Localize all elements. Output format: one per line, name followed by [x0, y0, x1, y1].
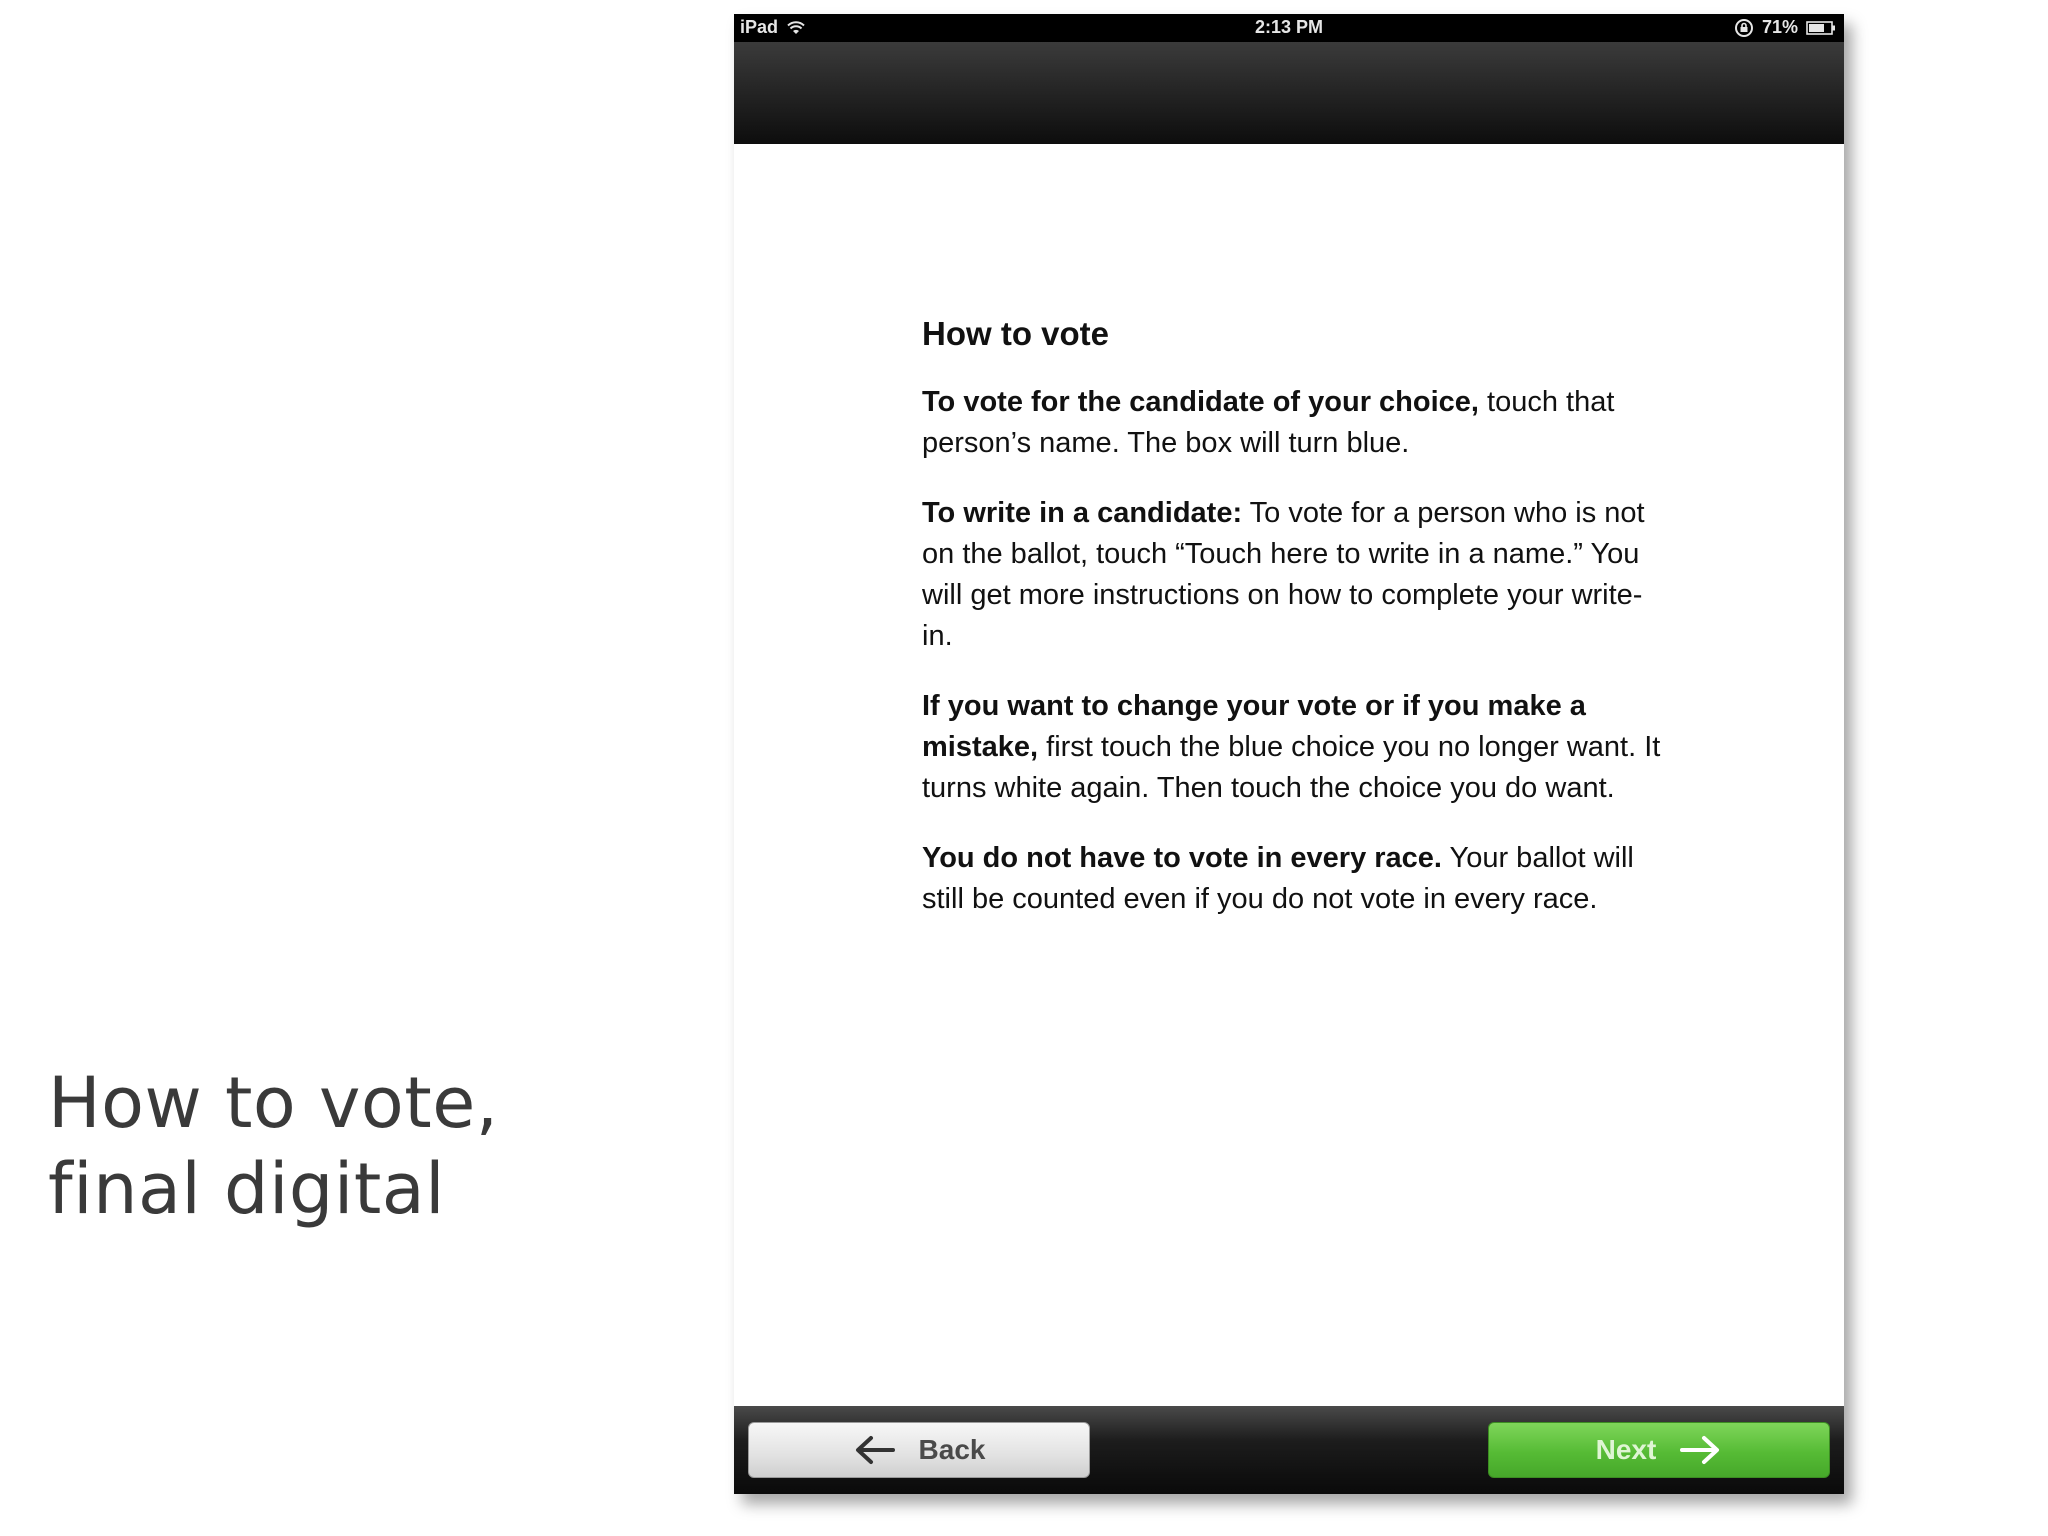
ipad-screen — [734, 14, 1844, 1494]
slide-caption — [48, 1060, 499, 1232]
arrow-left-icon — [853, 1434, 897, 1466]
status-time: 2:13 PM — [1254, 17, 1324, 37]
title-bar — [734, 42, 1844, 144]
instruction-text: Your ballot will still be counted even if you do not vote in every race. — [922, 842, 1634, 915]
status-bar — [734, 14, 1844, 42]
instruction-write-in — [922, 493, 1662, 657]
instruction-text: To vote for a person who is not on the ballot, touch “Touch here to write in a name.” You will get more instructions on how to complete your write-in. — [922, 497, 1645, 652]
instructions-title: How to vote — [922, 315, 1109, 352]
slide-caption-line-1: How to vote, — [48, 1062, 499, 1144]
instruction-bold-lead: To vote for the candidate of your choice, — [922, 386, 1479, 418]
instruction-vote-for-candidate — [922, 382, 1662, 464]
rotation-lock-icon — [1734, 18, 1754, 38]
next-button[interactable] — [1488, 1422, 1830, 1478]
instruction-text: first touch the blue choice you no longer want. It turns white again. Then touch the choice you do want. — [922, 731, 1661, 804]
instruction-bold-lead: To write in a candidate: — [922, 497, 1243, 529]
instruction-text: touch that person’s name. The box will turn blue. — [922, 386, 1615, 459]
status-right — [1734, 17, 1836, 38]
battery-icon — [1806, 21, 1836, 35]
arrow-right-icon — [1678, 1434, 1722, 1466]
back-button-label: Back — [918, 1434, 986, 1465]
instructions-panel — [922, 314, 1662, 949]
device-name: iPad — [740, 17, 779, 37]
slide-caption-line-2: final digital — [48, 1148, 446, 1230]
battery-percent: 71% — [1761, 17, 1798, 37]
instruction-change-vote — [922, 686, 1662, 809]
instruction-every-race — [922, 838, 1662, 920]
instruction-bold-lead: You do not have to vote in every race. — [922, 842, 1442, 874]
next-button-label: Next — [1595, 1434, 1657, 1465]
back-button[interactable] — [748, 1422, 1090, 1478]
instruction-bold-lead: If you want to change your vote or if you make a mistake, — [922, 690, 1586, 763]
navigation-bar — [734, 1406, 1844, 1494]
